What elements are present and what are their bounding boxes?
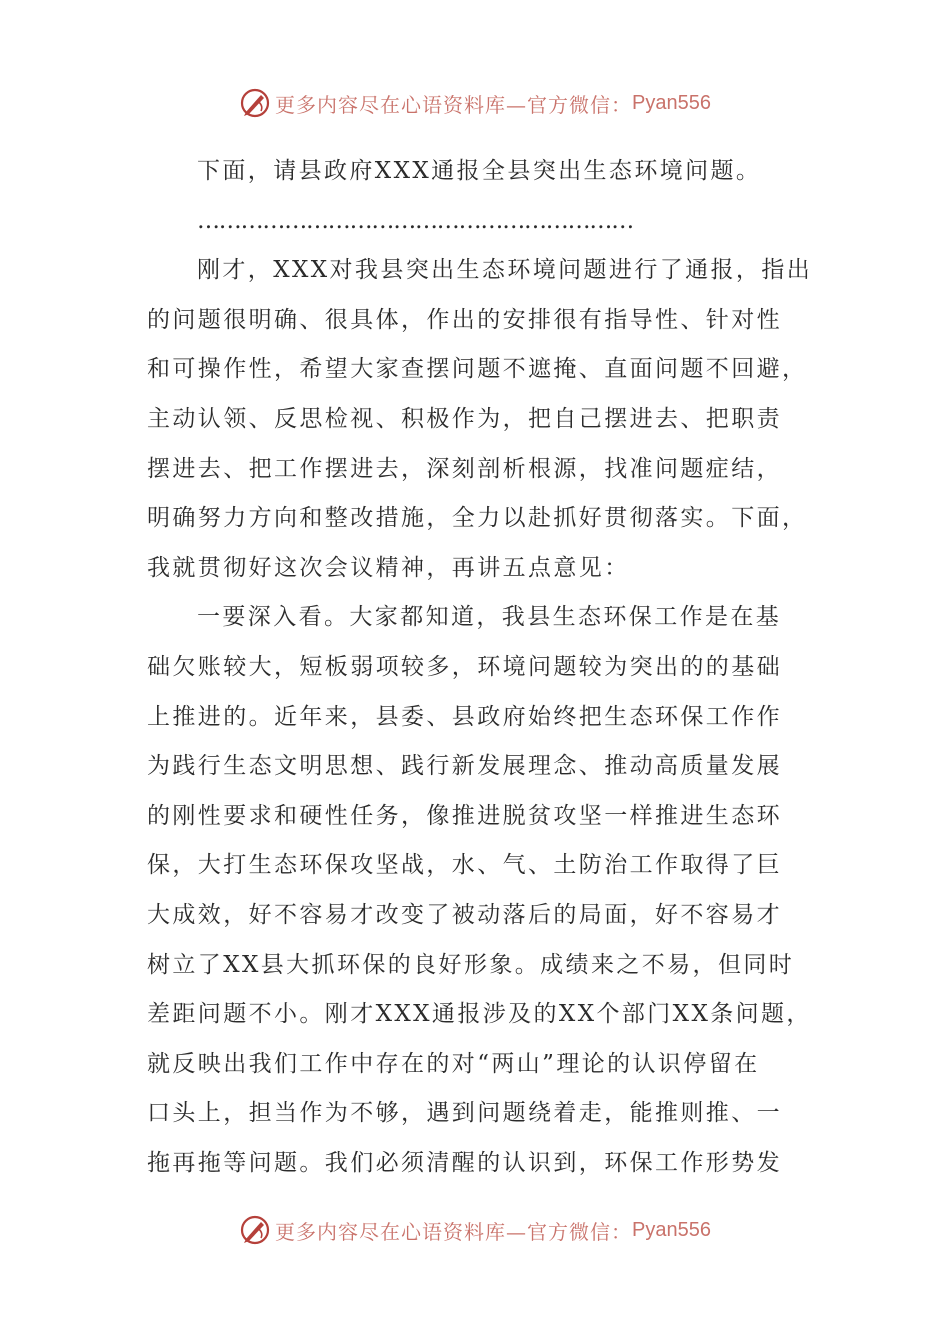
paragraph-line: 的刚性要求和硬性任务，像推进脱贫攻坚一样推进生态环 (147, 802, 782, 829)
paragraph-line: 一要深入看。大家都知道，我县生态环保工作是在基 (197, 604, 782, 631)
header-banner-text: 更多内容尽在心语资料库—官方微信： (275, 92, 633, 117)
pen-logo-icon (239, 87, 271, 119)
paragraph-line: 差距问题不小。刚才XXX通报涉及的XX个部门XX条问题， (147, 1001, 812, 1028)
paragraph-line: 刚才，XXX对我县突出生态环境问题进行了通报，指出 (197, 257, 813, 284)
paragraph-line: 和可操作性，希望大家查摆问题不遮掩、直面问题不回避， (147, 356, 808, 383)
paragraph-line: 拖再拖等问题。我们必须清醒的认识到，环保工作形势发 (147, 1149, 782, 1176)
paragraph-line: 础欠账较大，短板弱项较多，环境问题较为突出的的基础 (147, 653, 782, 680)
paragraph-line: 树立了XX县大抓环保的良好形象。成绩来之不易，但同时 (147, 951, 795, 978)
ellipsis-separator: …………………………………………………… (197, 207, 634, 234)
paragraph-line: 口头上，担当作为不够，遇到问题绕着走，能推则推、一 (147, 1100, 782, 1127)
paragraph-line: 上推进的。近年来，县委、县政府始终把生态环保工作作 (147, 703, 782, 730)
pen-logo-icon (239, 1214, 271, 1246)
paragraph-line: 的问题很明确、很具体，作出的安排很有指导性、针对性 (147, 306, 782, 333)
paragraph-line: 大成效，好不容易才改变了被动落后的局面，好不容易才 (147, 901, 782, 928)
footer-banner-account: Pyan556 (632, 1218, 711, 1241)
header-banner-account: Pyan556 (632, 91, 711, 114)
paragraph-line: 为践行生态文明思想、践行新发展理念、推动高质量发展 (147, 753, 782, 780)
paragraph-line: 就反映出我们工作中存在的对“两山”理论的认识停留在 (147, 1050, 760, 1077)
paragraph-line: 主动认领、反思检视、积极作为，把自己摆进去、把职责 (147, 405, 782, 432)
document-body (147, 147, 813, 1188)
paragraph-line: 保，大打生态环保攻坚战，水、气、土防治工作取得了巨 (147, 852, 782, 879)
paragraph-line: 摆进去、把工作摆进去，深刻剖析根源，找准问题症结， (147, 455, 782, 482)
footer-banner (0, 1210, 950, 1250)
paragraph-1 (147, 246, 813, 593)
footer-banner-text: 更多内容尽在心语资料库—官方微信： (275, 1219, 633, 1244)
paragraph-2 (147, 593, 812, 1188)
header-banner (0, 83, 950, 123)
paragraph-line: 我就贯彻好这次会议精神，再讲五点意见： (147, 554, 630, 581)
paragraph-line: 明确努力方向和整改措施，全力以赴抓好贯彻落实。下面， (147, 505, 808, 532)
intro-line: 下面，请县政府XXX通报全县突出生态环境问题。 (197, 158, 762, 184)
